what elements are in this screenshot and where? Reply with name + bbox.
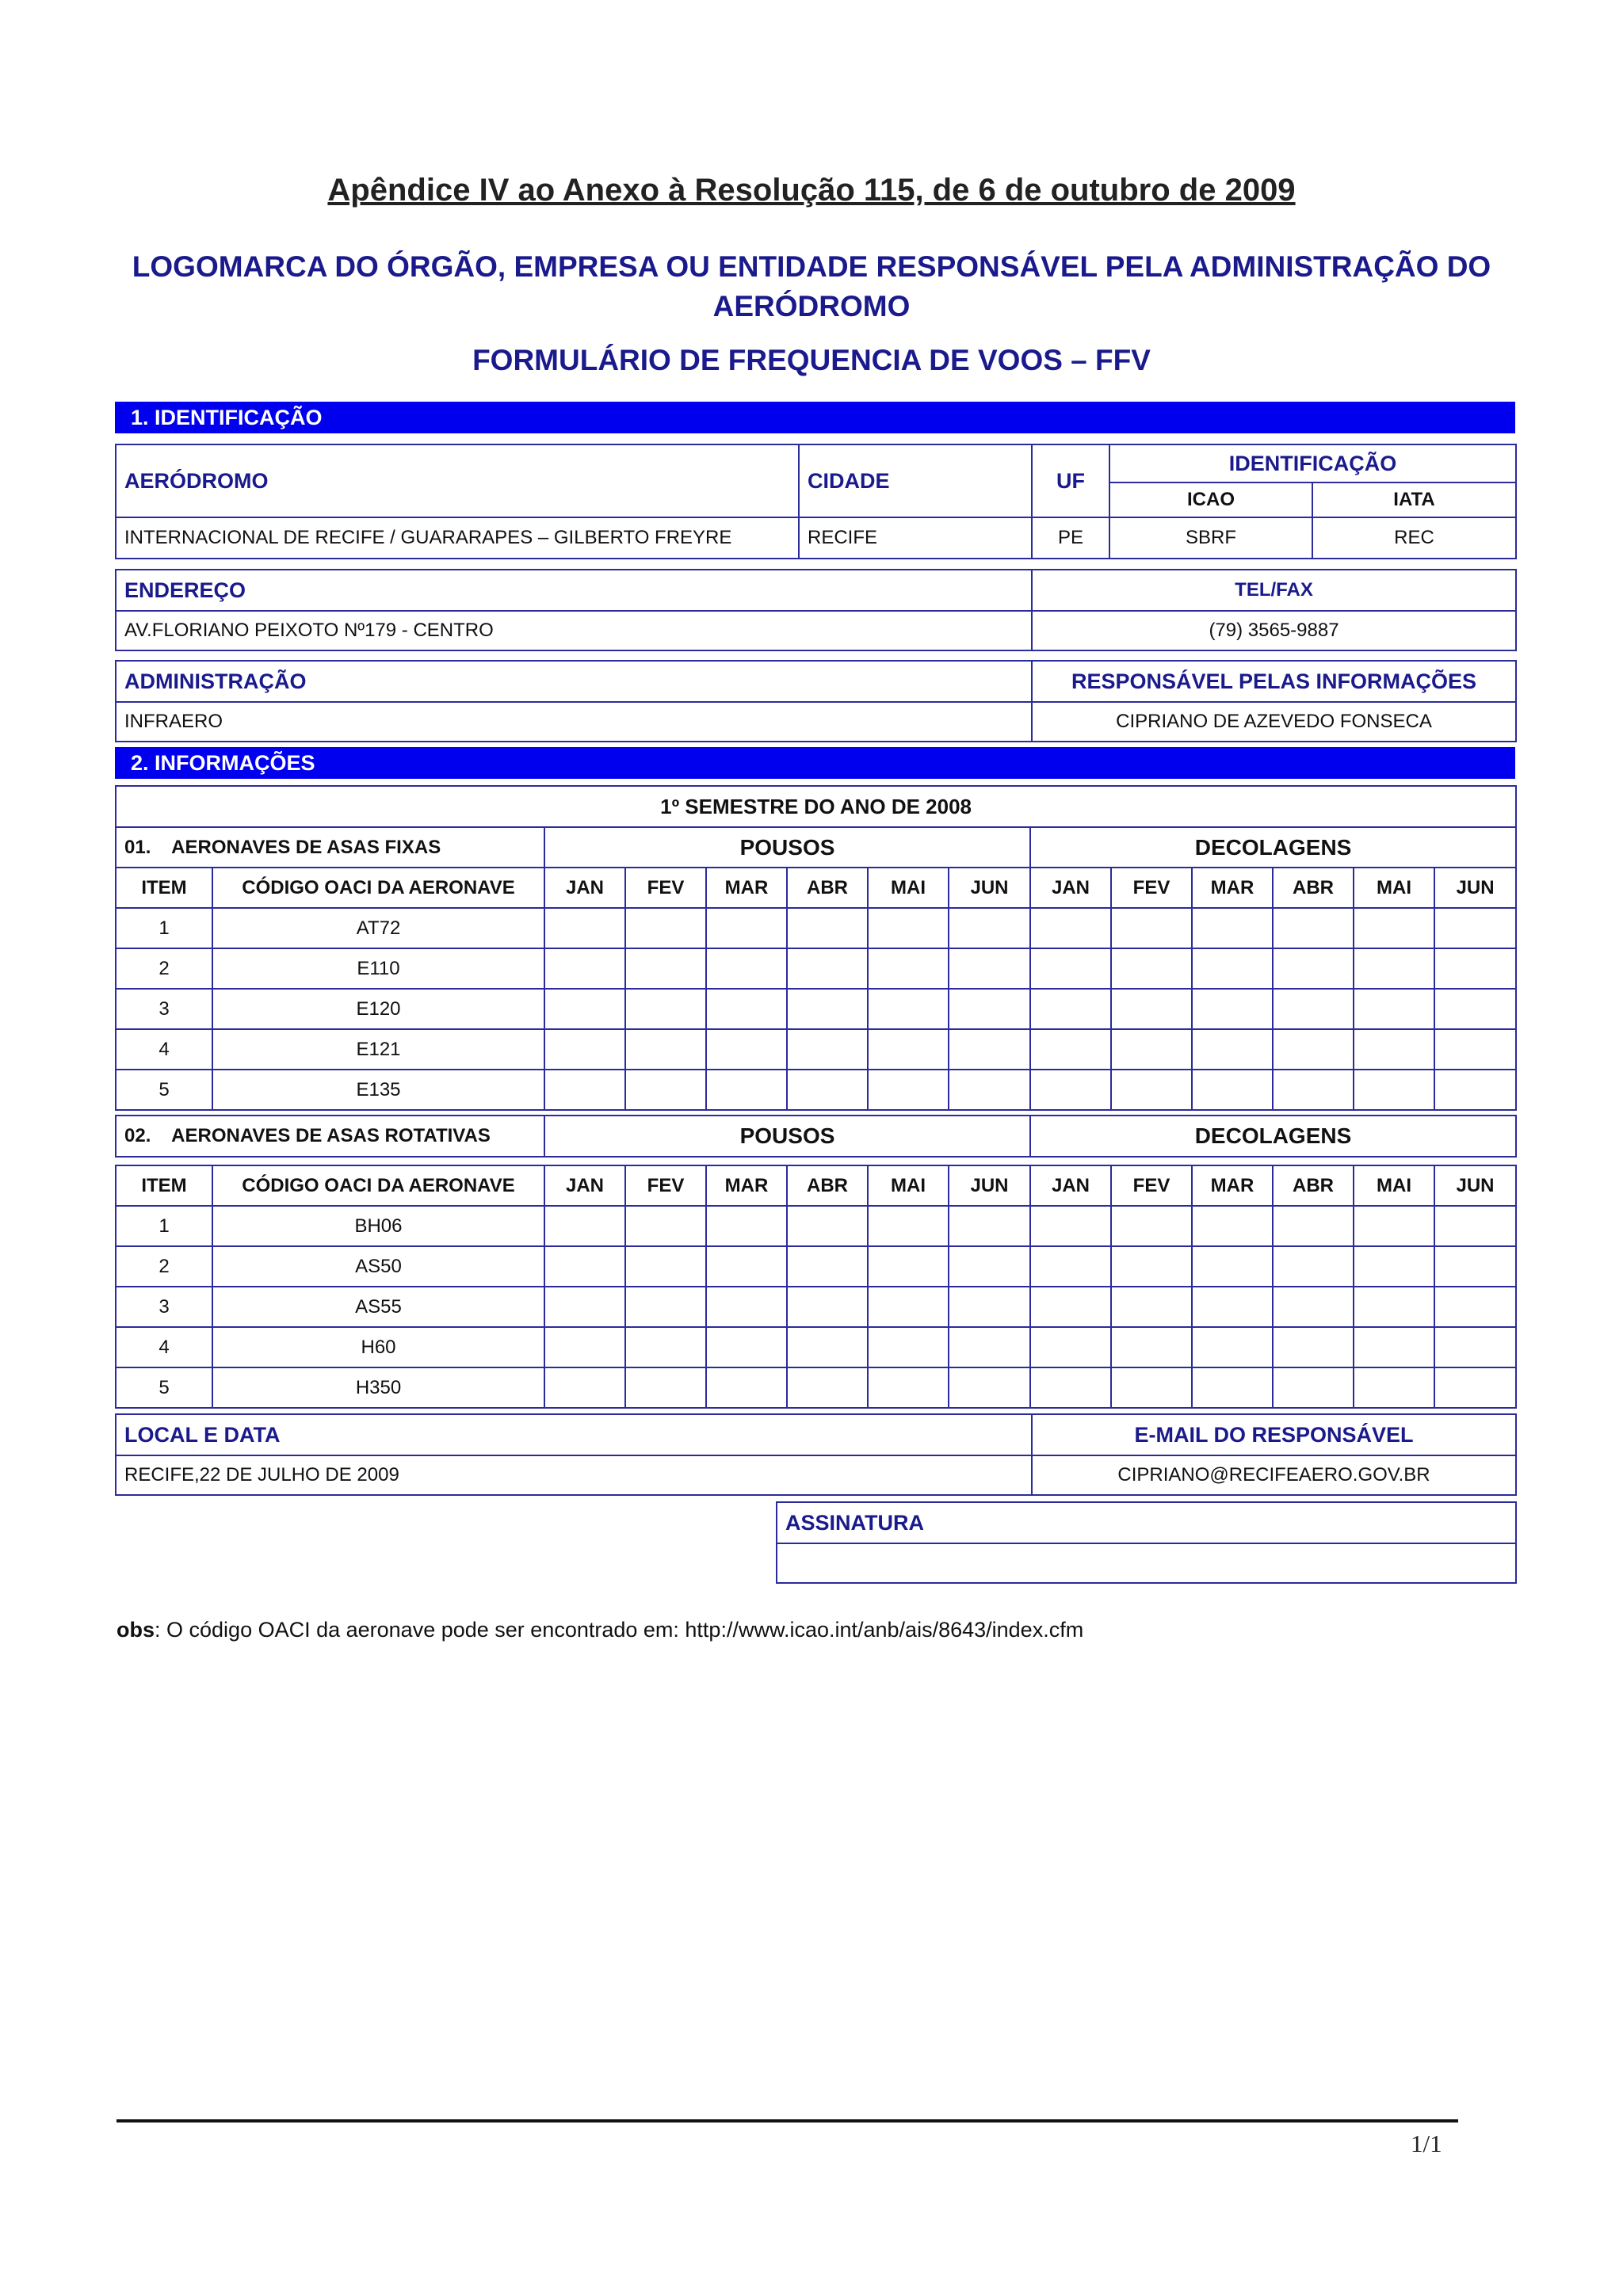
email-value: CIPRIANO@RECIFEAERO.GOV.BR	[1032, 1455, 1516, 1495]
local-email-table	[115, 1413, 1517, 1496]
cidade-label: CIDADE	[799, 444, 1032, 517]
signature-table	[776, 1501, 1517, 1584]
count-cell[interactable]	[787, 948, 868, 989]
iata-label: IATA	[1312, 482, 1516, 517]
count-cell[interactable]	[625, 1029, 706, 1070]
count-cell[interactable]	[544, 948, 625, 989]
count-cell[interactable]	[1354, 908, 1434, 948]
section-2-bar: 2. INFORMAÇÕES	[115, 747, 1515, 779]
administracao-value: INFRAERO	[116, 702, 1032, 742]
email-label: E-MAIL DO RESPONSÁVEL	[1032, 1414, 1516, 1455]
count-cell[interactable]	[949, 1206, 1030, 1246]
count-cell[interactable]	[1434, 1029, 1516, 1070]
count-cell[interactable]	[1111, 1246, 1192, 1287]
month-header: MAI	[1354, 1165, 1434, 1206]
month-header: FEV	[1111, 868, 1192, 908]
month-header: MAI	[868, 1165, 949, 1206]
administration-table	[115, 660, 1517, 742]
count-cell[interactable]	[1273, 1070, 1354, 1110]
count-cell[interactable]	[1273, 908, 1354, 948]
month-header: MAR	[1192, 1165, 1273, 1206]
count-cell[interactable]	[1192, 1070, 1273, 1110]
icao-value: SBRF	[1109, 517, 1312, 559]
item-header: ITEM	[116, 868, 212, 908]
semester-title: 1º SEMESTRE DO ANO DE 2008	[116, 786, 1516, 827]
count-cell[interactable]	[787, 1367, 868, 1408]
count-cell[interactable]	[949, 1327, 1030, 1367]
count-cell[interactable]	[1354, 1327, 1434, 1367]
item-cell: 4	[116, 1029, 212, 1070]
table-row	[116, 989, 1516, 1029]
aerodromo-value: INTERNACIONAL DE RECIFE / GUARARAPES – GILBERTO FREYRE	[116, 517, 799, 559]
count-cell[interactable]	[544, 1206, 625, 1246]
count-cell[interactable]	[868, 1287, 949, 1327]
count-cell[interactable]	[1434, 1327, 1516, 1367]
month-header: ABR	[787, 1165, 868, 1206]
count-cell[interactable]	[1111, 948, 1192, 989]
column-header-row	[116, 868, 1516, 908]
count-cell[interactable]	[625, 1246, 706, 1287]
count-cell[interactable]	[949, 1070, 1030, 1110]
count-cell[interactable]	[544, 1029, 625, 1070]
count-cell[interactable]	[949, 989, 1030, 1029]
count-cell[interactable]	[1192, 989, 1273, 1029]
count-cell[interactable]	[1111, 1206, 1192, 1246]
count-cell[interactable]	[544, 989, 625, 1029]
administracao-label: ADMINISTRAÇÃO	[116, 661, 1032, 702]
count-cell[interactable]	[1434, 1287, 1516, 1327]
cidade-value: RECIFE	[799, 517, 1032, 559]
endereco-value: AV.FLORIANO PEIXOTO Nº179 - CENTRO	[116, 611, 1032, 650]
count-cell[interactable]	[1434, 1206, 1516, 1246]
count-cell[interactable]	[1030, 1206, 1111, 1246]
count-cell[interactable]	[1354, 989, 1434, 1029]
count-cell[interactable]	[1354, 1367, 1434, 1408]
page-number: 1/1	[1411, 2130, 1442, 2157]
count-cell[interactable]	[787, 1246, 868, 1287]
month-header: FEV	[625, 1165, 706, 1206]
uf-label: UF	[1032, 444, 1109, 517]
count-cell[interactable]	[625, 989, 706, 1029]
count-cell[interactable]	[868, 1367, 949, 1408]
count-cell[interactable]	[1192, 908, 1273, 948]
identificacao-label: IDENTIFICAÇÃO	[1109, 444, 1516, 482]
item-cell: 5	[116, 1070, 212, 1110]
responsavel-label: RESPONSÁVEL PELAS INFORMAÇÕES	[1032, 661, 1516, 702]
decolagens-header: DECOLAGENS	[1030, 1116, 1516, 1157]
code-cell: H60	[212, 1327, 544, 1367]
count-cell[interactable]	[1354, 948, 1434, 989]
count-cell[interactable]	[625, 1206, 706, 1246]
count-cell[interactable]	[1354, 1029, 1434, 1070]
count-cell[interactable]	[706, 908, 787, 948]
table-row	[116, 1246, 1516, 1287]
count-cell[interactable]	[1030, 1070, 1111, 1110]
count-cell[interactable]	[706, 948, 787, 989]
code-cell: AS50	[212, 1246, 544, 1287]
count-cell[interactable]	[949, 1287, 1030, 1327]
count-cell[interactable]	[1434, 1367, 1516, 1408]
count-cell[interactable]	[544, 1287, 625, 1327]
month-header: FEV	[1111, 1165, 1192, 1206]
count-cell[interactable]	[949, 908, 1030, 948]
count-cell[interactable]	[544, 1070, 625, 1110]
count-cell[interactable]	[1192, 1029, 1273, 1070]
count-cell[interactable]	[1111, 1367, 1192, 1408]
count-cell[interactable]	[787, 1070, 868, 1110]
telfax-value: (79) 3565-9887	[1032, 611, 1516, 650]
count-cell[interactable]	[868, 908, 949, 948]
count-cell[interactable]	[1273, 1206, 1354, 1246]
count-cell[interactable]	[1273, 1367, 1354, 1408]
count-cell[interactable]	[1192, 1327, 1273, 1367]
item-cell: 3	[116, 1287, 212, 1327]
table-row	[116, 1070, 1516, 1110]
observation-note	[116, 1618, 1083, 1642]
month-header: JAN	[1030, 868, 1111, 908]
item-cell: 1	[116, 1206, 212, 1246]
count-cell[interactable]	[1273, 1327, 1354, 1367]
month-header: JUN	[949, 868, 1030, 908]
count-cell[interactable]	[1434, 908, 1516, 948]
month-header: MAR	[706, 1165, 787, 1206]
count-cell[interactable]	[1434, 1246, 1516, 1287]
obs-text: : O código OACI da aeronave pode ser encontrado em: http://www.icao.int/anb/ais/8643/index.cfm	[155, 1618, 1084, 1642]
count-cell[interactable]	[1111, 1327, 1192, 1367]
identification-table	[115, 444, 1517, 559]
table-row	[116, 1206, 1516, 1246]
telfax-label: TEL/FAX	[1032, 570, 1516, 611]
count-cell[interactable]	[868, 1246, 949, 1287]
count-cell[interactable]	[1030, 1029, 1111, 1070]
item-cell: 2	[116, 948, 212, 989]
count-cell[interactable]	[1192, 1246, 1273, 1287]
count-cell[interactable]	[949, 1246, 1030, 1287]
count-cell[interactable]	[706, 1246, 787, 1287]
fixed-wing-table	[115, 785, 1517, 1111]
item-cell: 1	[116, 908, 212, 948]
code-cell: H350	[212, 1367, 544, 1408]
column-header-row	[116, 1165, 1516, 1206]
logo-placeholder-text: LOGOMARCA DO ÓRGÃO, EMPRESA OU ENTIDADE RESPONSÁVEL PELA ADMINISTRAÇÃO DO AERÓDROMO	[132, 250, 1491, 322]
count-cell[interactable]	[1354, 1287, 1434, 1327]
count-cell[interactable]	[868, 1206, 949, 1246]
count-cell[interactable]	[544, 908, 625, 948]
count-cell[interactable]	[544, 1246, 625, 1287]
pousos-header: POUSOS	[544, 1116, 1030, 1157]
count-cell[interactable]	[1030, 908, 1111, 948]
count-cell[interactable]	[949, 1029, 1030, 1070]
count-cell[interactable]	[625, 948, 706, 989]
month-header: JAN	[1030, 1165, 1111, 1206]
month-header: ABR	[1273, 868, 1354, 908]
item-cell: 2	[116, 1246, 212, 1287]
item-cell: 5	[116, 1367, 212, 1408]
count-cell[interactable]	[544, 1367, 625, 1408]
assinatura-label: ASSINATURA	[777, 1502, 1516, 1543]
count-cell[interactable]	[787, 1206, 868, 1246]
table-row	[116, 1327, 1516, 1367]
count-cell[interactable]	[1111, 1029, 1192, 1070]
iata-value: REC	[1312, 517, 1516, 559]
month-header: JUN	[1434, 868, 1516, 908]
table-row	[116, 1029, 1516, 1070]
month-header: JUN	[949, 1165, 1030, 1206]
count-cell[interactable]	[1030, 1287, 1111, 1327]
pousos-header: POUSOS	[544, 827, 1030, 868]
footer-divider	[116, 2119, 1458, 2122]
local-data-label: LOCAL E DATA	[116, 1414, 1032, 1455]
count-cell[interactable]	[868, 1029, 949, 1070]
table-row	[116, 908, 1516, 948]
count-cell[interactable]	[868, 1070, 949, 1110]
count-cell[interactable]	[1030, 948, 1111, 989]
icao-label: ICAO	[1109, 482, 1312, 517]
form-title: FORMULÁRIO DE FREQUENCIA DE VOOS – FFV	[472, 344, 1151, 376]
local-data-value: RECIFE,22 DE JULHO DE 2009	[116, 1455, 1032, 1495]
month-header: MAR	[706, 868, 787, 908]
code-header: CÓDIGO OACI DA AERONAVE	[212, 868, 544, 908]
count-cell[interactable]	[868, 989, 949, 1029]
count-cell[interactable]	[1192, 1367, 1273, 1408]
month-header: FEV	[625, 868, 706, 908]
count-cell[interactable]	[1273, 948, 1354, 989]
assinatura-field[interactable]	[777, 1543, 1516, 1583]
count-cell[interactable]	[787, 1327, 868, 1367]
count-cell[interactable]	[1434, 948, 1516, 989]
month-header: JAN	[544, 1165, 625, 1206]
count-cell[interactable]	[1030, 989, 1111, 1029]
item-header: ITEM	[116, 1165, 212, 1206]
count-cell[interactable]	[1111, 1287, 1192, 1327]
month-header: JUN	[1434, 1165, 1516, 1206]
count-cell[interactable]	[625, 1367, 706, 1408]
table-row	[116, 1287, 1516, 1327]
rotary-wing-title-table	[115, 1115, 1517, 1158]
count-cell[interactable]	[625, 908, 706, 948]
rotary-wing-table	[115, 1165, 1517, 1409]
item-cell: 3	[116, 989, 212, 1029]
count-cell[interactable]	[787, 989, 868, 1029]
count-cell[interactable]	[1030, 1246, 1111, 1287]
month-header: MAI	[868, 868, 949, 908]
month-header: ABR	[1273, 1165, 1354, 1206]
count-cell[interactable]	[1354, 1070, 1434, 1110]
count-cell[interactable]	[1273, 1029, 1354, 1070]
count-cell[interactable]	[706, 1070, 787, 1110]
count-cell[interactable]	[868, 1327, 949, 1367]
count-cell[interactable]	[949, 948, 1030, 989]
code-cell: E110	[212, 948, 544, 989]
table-row	[116, 1367, 1516, 1408]
uf-value: PE	[1032, 517, 1109, 559]
count-cell[interactable]	[787, 1029, 868, 1070]
fixed-wing-title: 01. AERONAVES DE ASAS FIXAS	[116, 827, 544, 868]
document-title: Apêndice IV ao Anexo à Resolução 115, de 6 de outubro de 2009	[327, 173, 1296, 208]
code-cell: E120	[212, 989, 544, 1029]
count-cell[interactable]	[1273, 1287, 1354, 1327]
aerodromo-label: AERÓDROMO	[116, 444, 799, 517]
count-cell[interactable]	[544, 1327, 625, 1367]
count-cell[interactable]	[706, 1367, 787, 1408]
count-cell[interactable]	[1192, 1287, 1273, 1327]
responsavel-value: CIPRIANO DE AZEVEDO FONSECA	[1032, 702, 1516, 742]
count-cell[interactable]	[1111, 989, 1192, 1029]
count-cell[interactable]	[1273, 1246, 1354, 1287]
count-cell[interactable]	[706, 1327, 787, 1367]
endereco-label: ENDEREÇO	[116, 570, 1032, 611]
code-header: CÓDIGO OACI DA AERONAVE	[212, 1165, 544, 1206]
code-cell: BH06	[212, 1206, 544, 1246]
count-cell[interactable]	[625, 1287, 706, 1327]
decolagens-header: DECOLAGENS	[1030, 827, 1516, 868]
count-cell[interactable]	[706, 989, 787, 1029]
count-cell[interactable]	[1434, 1070, 1516, 1110]
count-cell[interactable]	[1273, 989, 1354, 1029]
code-cell: E121	[212, 1029, 544, 1070]
count-cell[interactable]	[706, 1029, 787, 1070]
count-cell[interactable]	[1354, 1246, 1434, 1287]
address-table	[115, 569, 1517, 651]
month-header: MAI	[1354, 868, 1434, 908]
count-cell[interactable]	[1192, 948, 1273, 989]
count-cell[interactable]	[706, 1287, 787, 1327]
count-cell[interactable]	[1354, 1206, 1434, 1246]
count-cell[interactable]	[706, 1206, 787, 1246]
code-cell: E135	[212, 1070, 544, 1110]
count-cell[interactable]	[1434, 989, 1516, 1029]
item-cell: 4	[116, 1327, 212, 1367]
month-header: ABR	[787, 868, 868, 908]
table-row	[116, 948, 1516, 989]
count-cell[interactable]	[1192, 1206, 1273, 1246]
count-cell[interactable]	[625, 1327, 706, 1367]
count-cell[interactable]	[787, 1287, 868, 1327]
count-cell[interactable]	[1030, 1367, 1111, 1408]
month-header: JAN	[544, 868, 625, 908]
code-cell: AS55	[212, 1287, 544, 1327]
count-cell[interactable]	[868, 948, 949, 989]
count-cell[interactable]	[1030, 1327, 1111, 1367]
month-header: MAR	[1192, 868, 1273, 908]
rotary-wing-title: 02. AERONAVES DE ASAS ROTATIVAS	[116, 1116, 544, 1157]
count-cell[interactable]	[1111, 1070, 1192, 1110]
section-1-bar: 1. IDENTIFICAÇÃO	[115, 402, 1515, 433]
obs-label: obs	[116, 1618, 155, 1642]
count-cell[interactable]	[625, 1070, 706, 1110]
code-cell: AT72	[212, 908, 544, 948]
count-cell[interactable]	[787, 908, 868, 948]
count-cell[interactable]	[1111, 908, 1192, 948]
count-cell[interactable]	[949, 1367, 1030, 1408]
